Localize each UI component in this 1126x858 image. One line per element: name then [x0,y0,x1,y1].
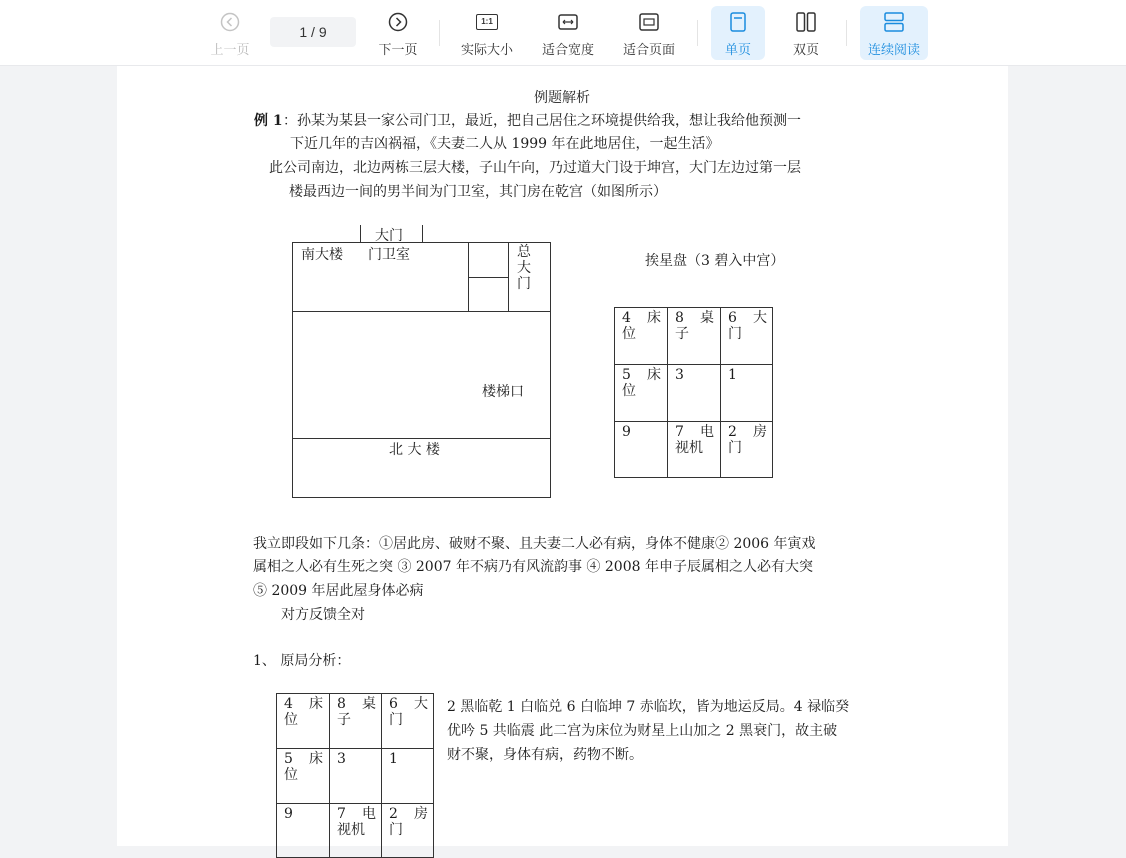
analysis-line: 财不聚，身体有病，药物不断。 [447,747,643,763]
grid-cell: 5 床 位 [622,367,661,399]
toolbar-divider [439,20,440,46]
stairs-label: 楼梯口 [482,384,524,400]
page-number-input[interactable]: 1 / 9 [270,17,356,47]
grid-line [614,421,773,422]
prev-page-label: 上一页 [210,43,250,58]
gate-line [360,225,361,242]
viewer-toolbar [0,0,1126,66]
chevron-left-circle-icon [220,9,240,35]
fit-page-icon [639,9,659,35]
section-heading: 1、 原局分析： [253,653,351,669]
gate-line [422,225,423,242]
toolbar-divider [846,20,847,46]
grid-cell: 8 桌 子 [337,696,376,728]
paragraph-line: 属相之人必有生死之突 ③ 2007 年不病乃有风流韵事 ④ 2008 年申子辰属相之人必有大突 [253,559,813,575]
grid-cell: 6 大 门 [728,310,767,342]
actual-size-label: 实际大小 [460,43,513,58]
continuous-read-icon [884,9,904,35]
feedback-text: 对方反馈全对 [281,607,365,623]
grid-line [720,307,721,478]
grid-cell: 4 床 位 [622,310,661,342]
doc-heading: 例题解析 [534,90,590,106]
grid-line [667,307,668,478]
chevron-right-circle-icon [388,9,408,35]
paragraph-line: 下近几年的吉凶祸福，《夫妻二人从 1999 年在此地居住，一起生活》 [290,136,720,152]
grid-cell: 2 房 门 [389,806,428,838]
grid-line [381,693,382,858]
fit-page-label: 适合页面 [622,43,675,58]
north-building-label: 北 大 楼 [389,442,440,458]
grid-cell: 8 桌 子 [675,310,714,342]
grid-cell: 7 电 视机 [337,806,376,838]
grid-cell: 1 [389,751,398,767]
fit-width-label: 适合宽度 [541,43,594,58]
actual-size-icon: 1:1 [476,9,498,35]
double-page-label: 双页 [792,43,819,58]
analysis-line: 2 黑临乾 1 白临兑 6 白临坤 7 赤临坎，皆为地运反局。4 禄临癸 [447,699,850,715]
grid-cell: 5 床 位 [284,751,323,783]
paragraph-line: 此公司南边，北边两栋三层大楼，子山午向，乃过道大门设于坤宫，大门左边过第一层 [269,160,801,176]
grid-cell: 7 电 视机 [675,424,714,456]
single-page-button[interactable] [711,6,765,60]
floor-plan-divider [292,311,551,312]
grid-line [276,803,434,804]
continuous-read-button[interactable] [860,6,928,60]
floor-plan-divider [468,277,509,278]
gate-label: 大门 [375,228,403,244]
star-chart-title: 挨星盘（3 碧入中宫） [645,253,785,269]
fit-page-button[interactable] [617,6,681,60]
actual-size-button[interactable] [455,6,519,60]
fit-width-button[interactable] [536,6,600,60]
grid-line [329,693,330,858]
next-page-label: 下一页 [378,43,418,58]
grid-cell: 1 [728,367,737,383]
paragraph-line: 楼最西边一间的男半间为门卫室，其门房在乾宫（如图所示） [289,184,667,200]
double-page-icon [796,9,816,35]
paragraph-line: 我立即段如下几条：①居此房、破财不聚、且夫妻二人必有病，身体不健康② 2006 年寅戏 [253,536,816,552]
single-page-label: 单页 [724,43,751,58]
grid-line [614,364,773,365]
analysis-line: 优吟 5 共临震 此二宫为床位为财星上山加之 2 黑衰门，故主破 [447,723,838,739]
document-page [117,66,1008,846]
double-page-button[interactable] [779,6,833,60]
grid-cell: 9 [284,806,293,822]
single-page-icon [730,9,746,35]
grid-cell: 4 床 位 [284,696,323,728]
grid-cell: 6 大 门 [389,696,428,728]
fit-width-icon [558,9,578,35]
grid-cell: 9 [622,424,631,440]
example-label: 例 1 [254,113,283,129]
paragraph-line: ：孙某为某县一家公司门卫，最近，把自己居住之环境提供给我，想让我给他预测一 [283,113,801,129]
next-page-button[interactable] [371,6,425,60]
south-building-label: 南大楼 [301,247,343,263]
prev-page-button[interactable] [203,6,257,60]
floor-plan-outline [292,242,551,498]
main-gate-label: 总 大 门 [517,244,531,292]
toolbar-divider [697,20,698,46]
paragraph-line: ⑤ 2009 年居此屋身体必病 [253,583,424,599]
continuous-read-label: 连续阅读 [867,43,920,58]
grid-cell: 2 房 门 [728,424,767,456]
grid-cell: 3 [675,367,684,383]
grid-cell: 3 [337,751,346,767]
grid-line [276,748,434,749]
guard-room-label: 门卫室 [368,247,410,263]
